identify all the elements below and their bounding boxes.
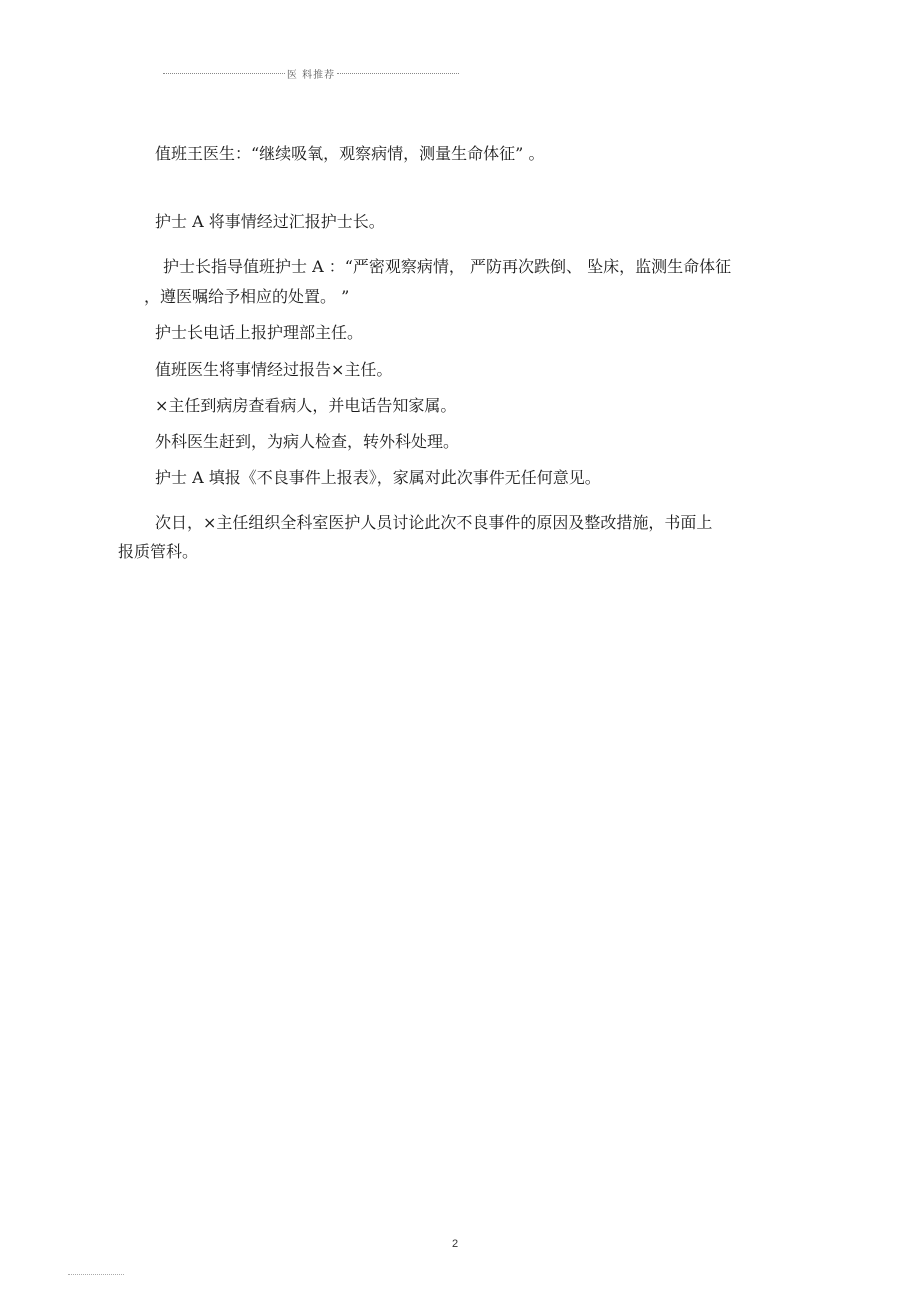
body-line: 护士 A 填报《不良事件上报表》，家属对此次事件无任何意见。 [155,468,601,487]
page-header [163,66,459,80]
body-line: 报质管科。 [118,542,199,561]
body-line: 护士 A 将事情经过汇报护士长。 [155,212,385,231]
page-number: 2 [452,1238,459,1250]
body-line: 值班王医生：“继续吸氧，观察病情，测量生命体征” 。 [155,144,545,163]
body-line: 外科医生赶到，为病人检查，转外科处理。 [155,432,460,451]
header-dots-left [163,73,285,74]
footer-dots [68,1274,124,1275]
body-line: ×主任到病房查看病人，并电话告知家属。 [155,396,457,415]
body-line: 护士长电话上报护理部主任。 [155,323,364,342]
header-dots-right [337,73,459,74]
body-line: 护士长指导值班护士 A ：“严密观察病情， 严防再次跌倒、 坠床，监测生命体征 [163,257,732,276]
header-text: 医 料推荐 [286,69,336,81]
body-line: 值班医生将事情经过报告×主任。 [155,360,393,379]
body-line: ，遵医嘱给予相应的处置。 ” [144,287,350,306]
body-line: 次日，×主任组织全科室医护人员讨论此次不良事件的原因及整改措施，书面上 [155,513,713,532]
